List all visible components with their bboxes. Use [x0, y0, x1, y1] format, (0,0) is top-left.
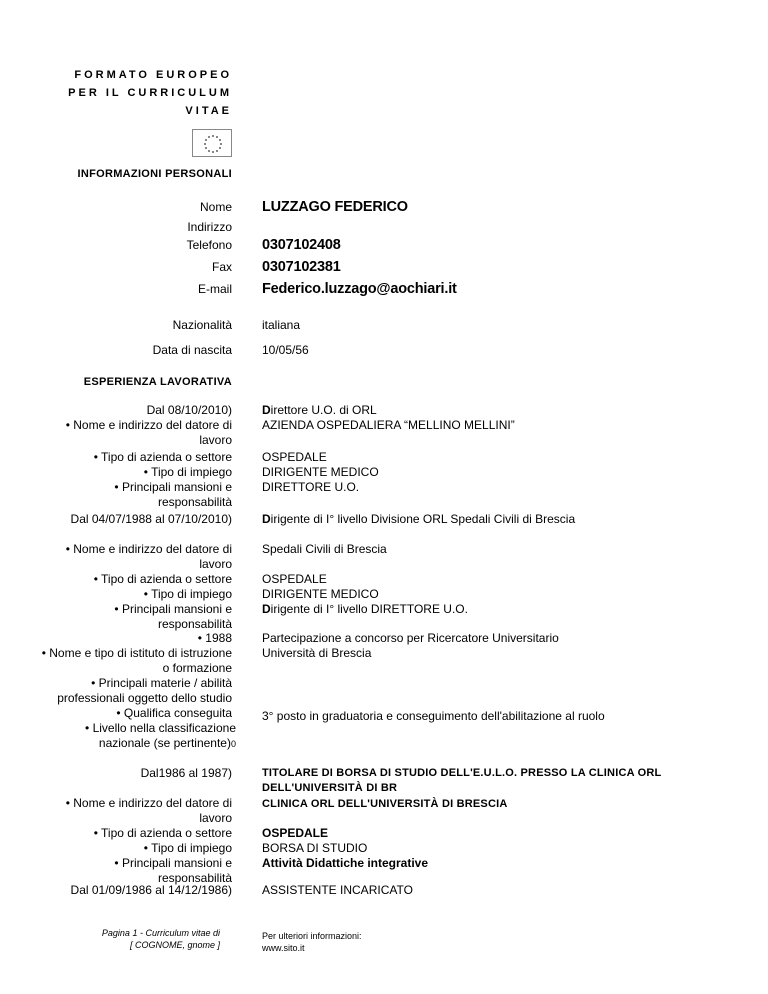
footer-more-info	[262, 930, 362, 954]
job-2-duties-label: • Principali mansioni e responsabilità	[114, 602, 232, 631]
section-title-personal: INFORMAZIONI PERSONALI	[77, 168, 232, 180]
job-3-sector-label: • Tipo di azienda o settore	[93, 826, 232, 840]
value-fax: 0307102381	[262, 259, 341, 275]
job-3-sector: OSPEDALE	[262, 826, 329, 840]
footer-page-info	[40, 927, 220, 951]
job-1-employer-label: • Nome e indirizzo del datore di lavoro	[65, 418, 232, 447]
job-3-title-line-2: DELL'UNIVERSITÀ DI BR	[262, 782, 398, 794]
job-2-employer: Spedali Civili di Brescia	[262, 542, 387, 556]
label-indirizzo: Indirizzo	[187, 220, 232, 234]
job-3-type: BORSA DI STUDIO	[262, 841, 368, 855]
job-2-sector-label: • Tipo di azienda o settore	[93, 572, 232, 586]
edu-institute-label: • Nome e tipo di istituto di istruzione o formazione	[41, 646, 232, 675]
job-3-title-line-1: TITOLARE DI BORSA DI STUDIO DELL'E.U.L.O. PRESSO LA CLINICA ORL	[262, 767, 662, 779]
job-1-role	[262, 403, 732, 418]
job-3-period: Dal1986 al 1987)	[140, 766, 232, 780]
label-nazionalita: Nazionalità	[172, 318, 232, 332]
footer-info-line-2[interactable]: www.sito.it	[262, 943, 305, 953]
job-1-role-initial: D	[262, 403, 271, 417]
cv-header	[0, 66, 232, 120]
edu-qualification-label: • Qualifica conseguita	[116, 706, 232, 720]
footer-name-placeholder: [ COGNOME, gnome ]	[129, 940, 220, 950]
edu-level-label	[40, 721, 236, 752]
label-fax: Fax	[211, 260, 232, 274]
section-title-experience: ESPERIENZA LAVORATIVA	[83, 376, 232, 388]
job-1-sector: OSPEDALE	[262, 450, 327, 464]
footer-page-suffix: - Curriculum vitae di	[137, 928, 220, 938]
job-1-employer: AZIENDA OSPEDALIERA “MELLINO MELLINI”	[262, 418, 515, 432]
job-2-sector: OSPEDALE	[262, 572, 327, 586]
job-1-type: DIRIGENTE MEDICO	[262, 465, 379, 479]
footer-page-prefix: Pagina	[101, 928, 130, 938]
header-line-1: FORMATO EUROPEO	[74, 69, 232, 81]
job-2-employer-label: • Nome e indirizzo del datore di lavoro	[65, 542, 232, 571]
label-nome: Nome	[199, 200, 232, 214]
edu-line-1: Partecipazione a concorso per Ricercatore Universitario	[262, 631, 559, 645]
job-1-type-label: • Tipo di impiego	[143, 465, 232, 479]
edu-level-suffix: 0	[230, 739, 236, 749]
job-2-duties-initial: D	[262, 602, 271, 616]
job-1-role-rest: irettore U.O. di ORL	[270, 403, 377, 417]
value-nazionalita: italiana	[262, 318, 301, 332]
header-line-2: PER IL CURRICULUM	[68, 87, 232, 99]
job-2-type: DIRIGENTE MEDICO	[262, 587, 379, 601]
value-email[interactable]: Federico.luzzago@aochiari.it	[262, 281, 457, 297]
value-telefono: 0307102408	[262, 237, 341, 253]
job-2-type-label: • Tipo di impiego	[143, 587, 232, 601]
job-2-role	[262, 512, 732, 527]
value-data-nascita: 10/05/56	[262, 343, 309, 357]
job-1-duties: DIRETTORE U.O.	[262, 480, 360, 494]
job-2-role-rest: irigente di I° livello Divisione ORL Spedali Civili di Brescia	[270, 512, 576, 526]
footer-info-line-1: Per ulteriori informazioni:	[262, 931, 362, 941]
edu-subjects-label: • Principali materie / abilità professionali oggetto dello studio	[57, 676, 232, 705]
value-nome: LUZZAGO FEDERICO	[262, 199, 408, 215]
footer-page-number: 1	[132, 928, 138, 938]
job-3-employer: CLINICA ORL DELL'UNIVERSITÀ DI BRESCIA	[262, 798, 508, 810]
edu-qualification: 3° posto in graduatoria e conseguimento dell'abilitazione al ruolo	[262, 709, 605, 723]
job-1-duties-label: • Principali mansioni e responsabilità	[114, 480, 232, 509]
job-3-employer-label: • Nome e indirizzo del datore di lavoro	[65, 796, 232, 825]
edu-period: • 1988	[197, 631, 232, 645]
job-3-duties-label: • Principali mansioni e responsabilità	[114, 856, 232, 885]
job-2-duties-rest: irigente di I° livello DIRETTORE U.O.	[270, 602, 468, 616]
edu-line-2: Università di Brescia	[262, 646, 372, 660]
eu-flag-icon	[192, 129, 232, 157]
header-line-3: VITAE	[185, 105, 232, 117]
job-2-duties	[262, 602, 732, 617]
label-telefono: Telefono	[186, 238, 232, 252]
job-4-role: ASSISTENTE INCARICATO	[262, 883, 413, 897]
label-email: E-mail	[197, 282, 232, 296]
job-4-period: Dal 01/09/1986 al 14/12/1986)	[70, 883, 232, 897]
edu-level-label-text: • Livello nella classificazione nazionale (se pertinente)	[85, 721, 236, 750]
job-2-period: Dal 04/07/1988 al 07/10/2010)	[70, 512, 232, 526]
job-2-role-initial: D	[262, 512, 271, 526]
job-1-sector-label: • Tipo di azienda o settore	[93, 450, 232, 464]
footer-page-line	[40, 927, 220, 939]
job-1-period: Dal 08/10/2010)	[146, 403, 232, 417]
job-3-type-label: • Tipo di impiego	[143, 841, 232, 855]
label-data-nascita: Data di nascita	[152, 343, 232, 357]
job-3-duties: Attività Didattiche integrative	[262, 856, 429, 870]
